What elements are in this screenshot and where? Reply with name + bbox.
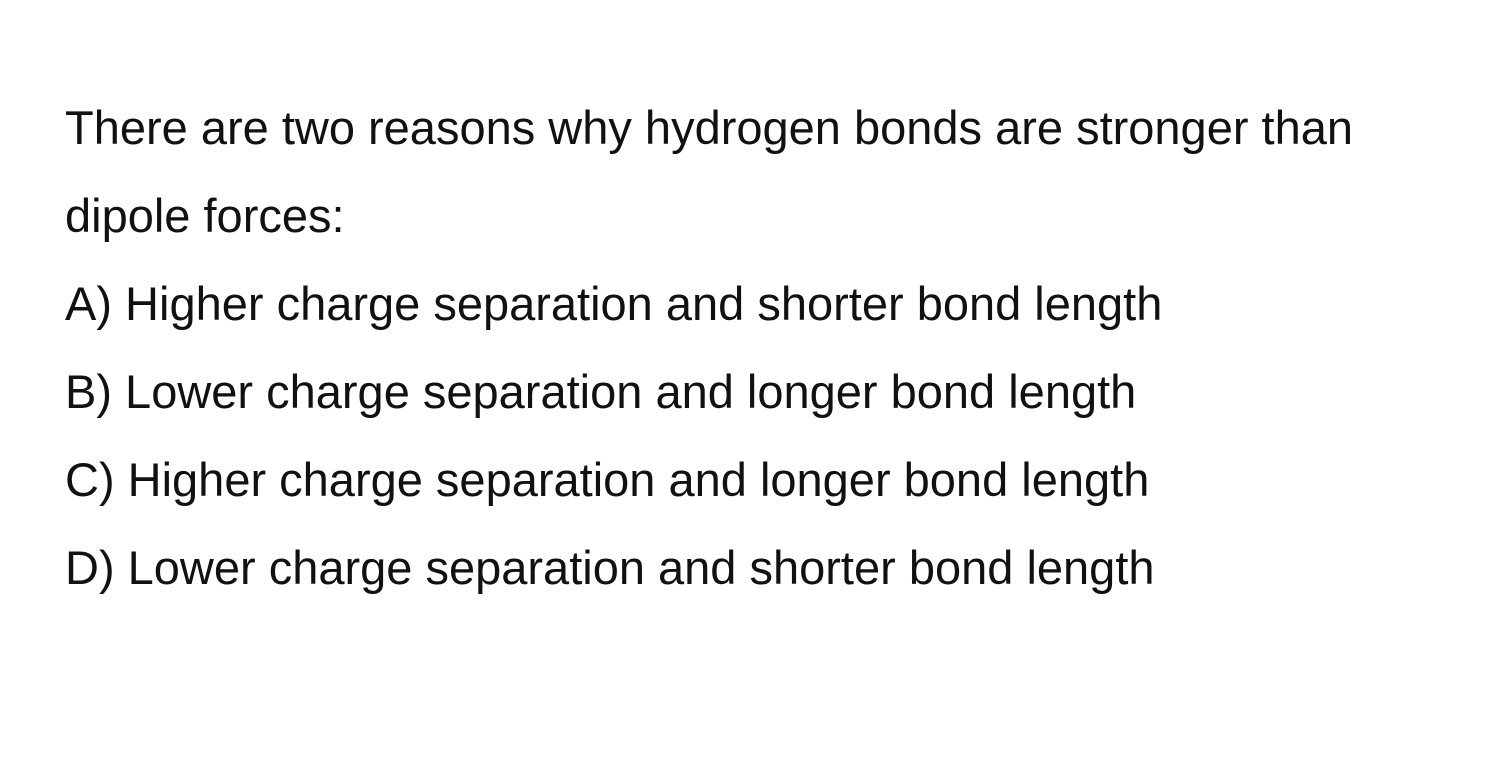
answer-option-d: D) Lower charge separation and shorter bond length [65, 541, 1155, 594]
answer-option-a: A) Higher charge separation and shorter bond length [65, 277, 1163, 330]
answer-option-c: C) Higher charge separation and longer bond length [65, 453, 1150, 506]
question-text: There are two reasons why hydrogen bonds are stronger than dipole forces: [65, 101, 1354, 242]
answer-option-b: B) Lower charge separation and longer bond length [65, 365, 1137, 418]
answer-options-list [65, 260, 1440, 612]
